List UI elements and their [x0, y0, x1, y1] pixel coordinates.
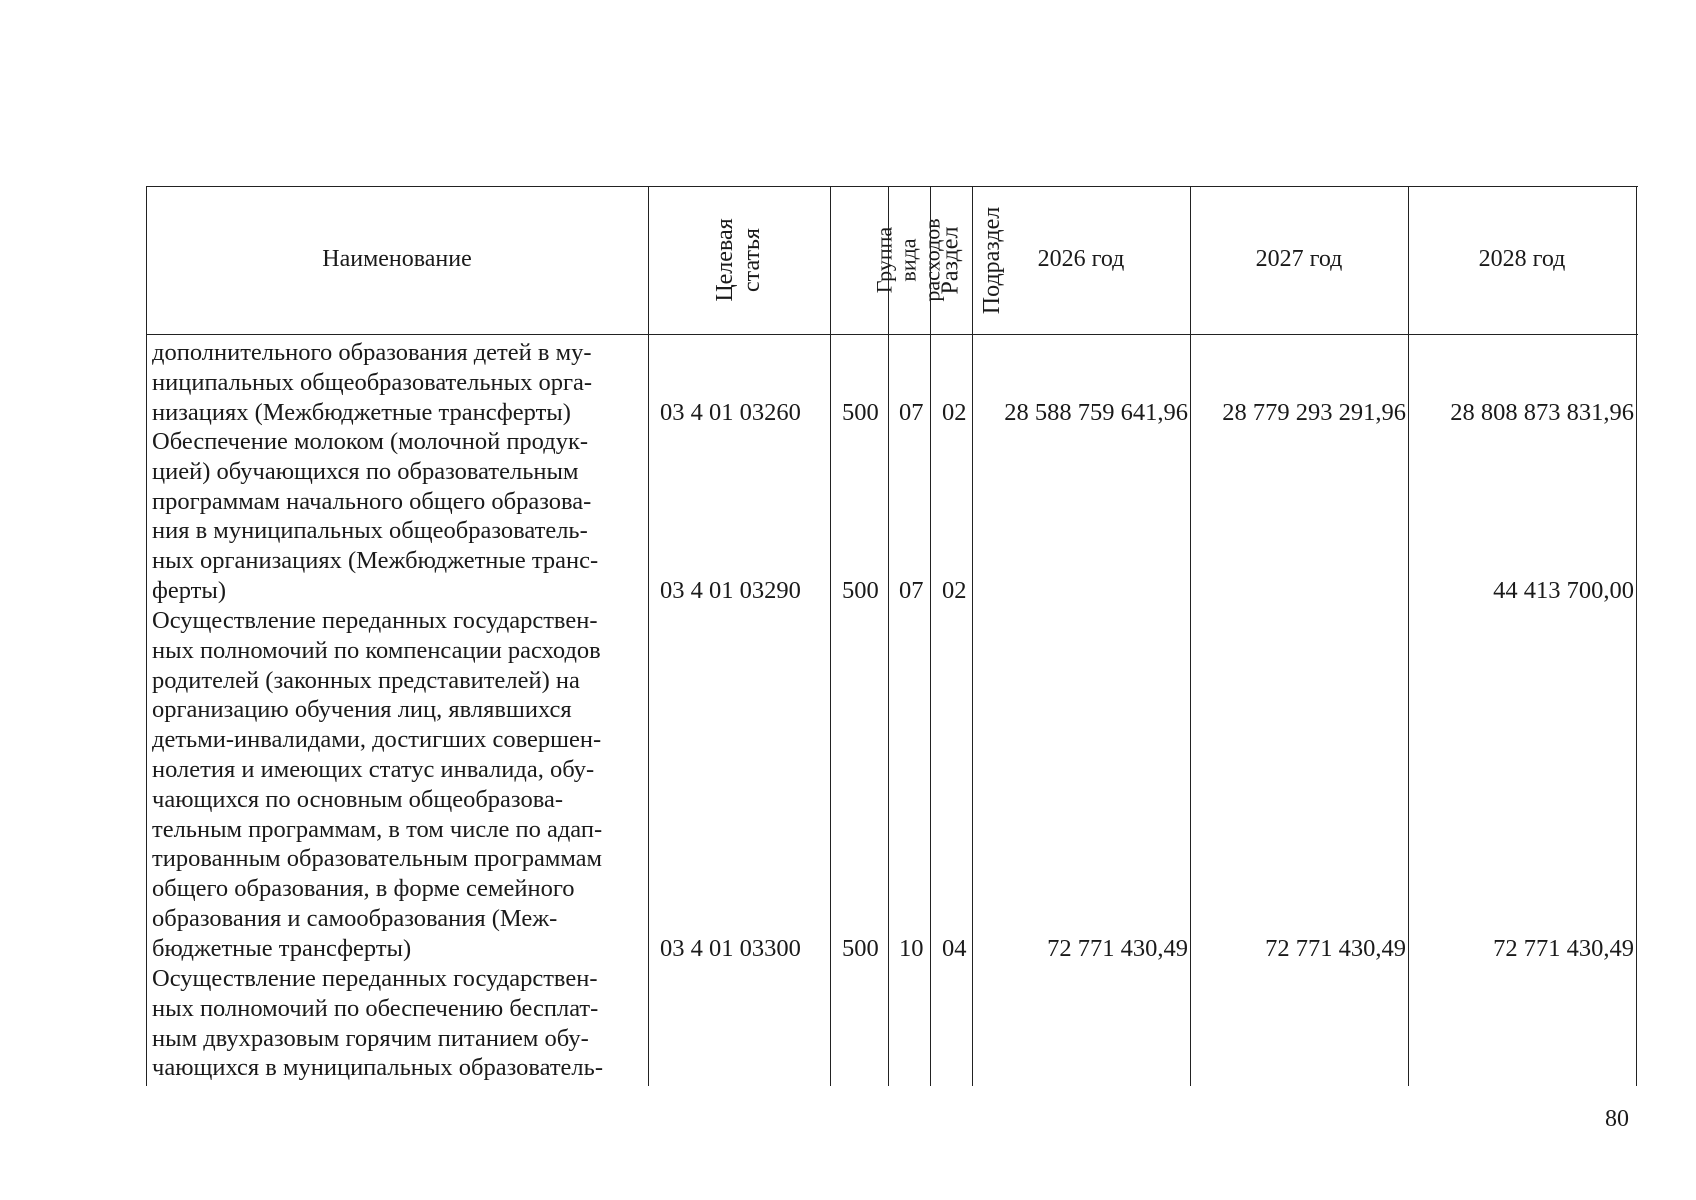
header-section-cell — [930, 186, 972, 334]
row-4-name-line: ным двухразовым горячим питанием обу- — [152, 1024, 589, 1052]
row-1-subsection: 02 — [942, 399, 967, 426]
row-1-2027: 28 779 293 291,96 — [1222, 399, 1406, 426]
header-name: Наименование — [322, 246, 472, 272]
row-3-name-line: ных полномочий по компенсации расходов — [152, 636, 601, 664]
row-2-subsection: 02 — [942, 577, 967, 604]
row-2-code: 03 4 01 03290 — [660, 577, 801, 604]
row-3-name-line: чающихся по основным общеобразова- — [152, 785, 563, 813]
row-4-name-line: ных полномочий по обеспечению бесплат- — [152, 994, 599, 1022]
header-expense-group: Группа вида расходов — [872, 218, 945, 302]
header-target-article-cell — [648, 186, 830, 334]
row-1-code: 03 4 01 03260 — [660, 399, 801, 426]
budget-table — [146, 186, 1638, 1086]
row-3-subsection: 04 — [942, 935, 967, 962]
row-4-name — [152, 964, 644, 1083]
row-3-name-line: образования и самообразования (Меж- — [152, 904, 558, 932]
row-3-name — [152, 606, 644, 964]
col-border-right — [1636, 186, 1637, 1086]
row-1-2026: 28 588 759 641,96 — [1004, 399, 1188, 426]
row-3-2028: 72 771 430,49 — [1493, 935, 1634, 962]
row-3-section: 10 — [899, 935, 924, 962]
row-3-group: 500 — [842, 935, 879, 962]
row-3-name-line: бюджетные трансферты) — [152, 934, 412, 962]
row-4-name-line: чающихся в муниципальных образователь- — [152, 1054, 603, 1082]
col-border-code — [830, 186, 831, 1086]
row-2-name-line: ферты) — [152, 576, 227, 604]
row-3-name-line: родителей (законных представителей) на — [152, 666, 580, 694]
header-2026: 2026 год — [1037, 246, 1125, 272]
row-3-name-line: общего образования, в форме семейного — [152, 875, 575, 903]
row-3-name-line: тированным образовательным программам — [152, 845, 603, 873]
row-3-code: 03 4 01 03300 — [660, 935, 801, 962]
row-2-2028: 44 413 700,00 — [1493, 577, 1634, 604]
row-2-name-line: ных организациях (Межбюджетные транс- — [152, 547, 599, 575]
row-1-group: 500 — [842, 399, 879, 426]
header-2028: 2028 год — [1478, 246, 1566, 272]
page-number: 80 — [1605, 1106, 1629, 1132]
row-3-name-line: нолетия и имеющих статус инвалида, обу- — [152, 755, 595, 783]
row-3-name-line: Осуществление переданных государствен- — [152, 607, 598, 634]
header-subsection: Подраздел — [979, 206, 1006, 314]
row-2-name-line: цией) обучающихся по образовательным — [152, 457, 579, 485]
col-border-2026 — [1190, 186, 1191, 1086]
header-target-article: Целевая статья — [712, 218, 765, 302]
col-border-2027 — [1408, 186, 1409, 1086]
header-bottom-border — [146, 334, 1638, 335]
row-3-name-line: организацию обучения лиц, являвшихся — [152, 696, 572, 724]
row-2-name — [152, 427, 644, 606]
row-2-section: 07 — [899, 577, 924, 604]
col-border-left — [146, 186, 147, 1086]
row-2-name-line: ния в муниципальных общеобразователь- — [152, 517, 588, 545]
row-1-name-line: низациях (Межбюджетные трансферты) — [152, 398, 571, 426]
header-expense-group-cell — [872, 186, 945, 334]
row-4-name-line: Осуществление переданных государствен- — [152, 965, 598, 992]
header-2027: 2027 год — [1255, 246, 1343, 272]
row-3-name-line: тельным программам, в том числе по адап- — [152, 815, 603, 843]
row-2-group: 500 — [842, 577, 879, 604]
row-1-name — [152, 338, 644, 427]
row-1-name-line: ниципальных общеобразовательных орга- — [152, 368, 593, 396]
header-section: Раздел — [937, 226, 964, 294]
row-2-name-line: Обеспечение молоком (молочной продук- — [152, 428, 588, 455]
row-3-name-line: детьми-инвалидами, достигших совершен- — [152, 726, 602, 754]
row-2-name-line: программам начального общего образова- — [152, 487, 592, 515]
row-1-section: 07 — [899, 399, 924, 426]
row-1-name-line: дополнительного образования детей в му- — [152, 339, 592, 366]
row-3-2027: 72 771 430,49 — [1265, 935, 1406, 962]
row-3-2026: 72 771 430,49 — [1047, 935, 1188, 962]
row-1-2028: 28 808 873 831,96 — [1450, 399, 1634, 426]
